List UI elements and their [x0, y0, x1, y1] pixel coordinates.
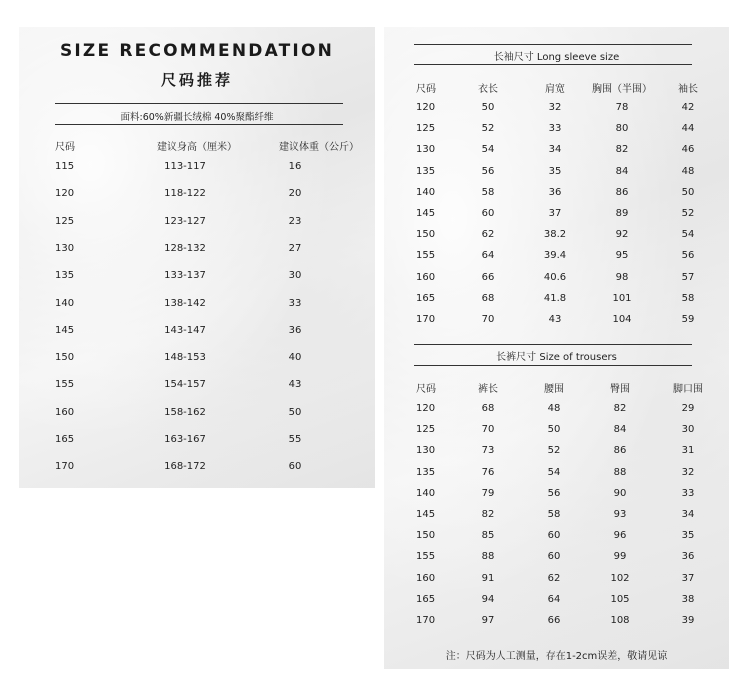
- table-cell: 150: [416, 229, 436, 241]
- table-cell: 48: [547, 403, 561, 414]
- table-cell: 93: [613, 509, 627, 520]
- table-cell: 130: [416, 445, 436, 457]
- table-cell: 68: [481, 403, 495, 414]
- table-cell: 27: [288, 242, 302, 254]
- table-cell: 66: [481, 271, 495, 283]
- table-cell: 98: [615, 271, 629, 283]
- table-row: [384, 594, 729, 608]
- table-cell: 123-127: [164, 215, 206, 227]
- trousers-table: [384, 27, 729, 647]
- table-cell: 33: [288, 297, 302, 309]
- table-cell: 56: [547, 487, 561, 499]
- table-cell: 145: [416, 509, 436, 520]
- header-size: 尺码: [55, 142, 75, 153]
- table-cell: 120: [416, 403, 436, 414]
- table-cell: 34: [681, 509, 695, 520]
- table-cell: 38.2: [543, 229, 567, 241]
- table-cell: 120: [55, 188, 75, 200]
- table-cell: 80: [615, 123, 629, 135]
- table-cell: 30: [681, 424, 695, 436]
- fabric-composition: 面料:60%新疆长绒棉 40%聚酯纤维: [120, 112, 274, 123]
- table-cell: 30: [288, 270, 302, 282]
- table-cell: 170: [55, 461, 75, 473]
- table-row: [384, 551, 729, 565]
- table-cell: 34: [548, 144, 562, 156]
- table-row: [384, 424, 729, 438]
- header-size: 尺码: [416, 384, 436, 395]
- table-cell: 52: [481, 123, 495, 135]
- table-cell: 150: [55, 352, 75, 364]
- table-cell: 86: [615, 186, 629, 198]
- table-cell: 91: [481, 572, 495, 584]
- table-cell: 90: [613, 487, 627, 499]
- table-cell: 20: [288, 188, 302, 200]
- table-cell: 60: [547, 551, 561, 563]
- table-cell: 58: [681, 292, 695, 304]
- table-cell: 52: [547, 445, 561, 457]
- table-cell: 50: [547, 424, 561, 436]
- table-cell: 33: [548, 123, 562, 135]
- table-cell: 50: [288, 406, 302, 418]
- table-cell: 70: [481, 314, 495, 325]
- table-cell: 44: [681, 123, 695, 135]
- table-row: [19, 270, 375, 284]
- table-cell: 35: [548, 165, 562, 177]
- header-size: 尺码: [416, 84, 436, 95]
- table-cell: 165: [416, 593, 436, 605]
- table-cell: 54: [681, 229, 695, 241]
- table-row: [19, 188, 375, 202]
- table-cell: 101: [612, 292, 632, 304]
- table-cell: 150: [416, 530, 436, 542]
- table-cell: 138-142: [164, 297, 206, 309]
- table-cell: 133-137: [164, 270, 206, 282]
- table-row: [19, 216, 375, 230]
- table-header-row: [384, 380, 729, 394]
- table-cell: 55: [288, 434, 302, 445]
- table-cell: 42: [681, 102, 695, 113]
- table-cell: 66: [547, 615, 561, 626]
- table-cell: 37: [548, 208, 562, 219]
- table-cell: 60: [481, 208, 495, 219]
- page-title: SIZE RECOMMENDATION: [59, 41, 335, 61]
- table-cell: 140: [55, 297, 75, 309]
- table-cell: 140: [416, 487, 436, 499]
- table-cell: 125: [416, 123, 436, 135]
- size-chart-panel: [384, 27, 729, 669]
- table-cell: 113-117: [164, 161, 206, 172]
- table-cell: 145: [416, 208, 436, 219]
- table-row: [19, 243, 375, 257]
- table-cell: 170: [416, 314, 436, 325]
- table-cell: 36: [681, 551, 695, 563]
- table-cell: 108: [610, 615, 630, 626]
- table-cell: 48: [681, 165, 695, 177]
- header-length: 衣长: [478, 84, 498, 95]
- header-weight: 建议体重（公斤）: [279, 142, 359, 153]
- header-shoulder: 肩宽: [545, 84, 565, 95]
- header-height: 建议身高（厘米）: [157, 142, 237, 153]
- table-cell: 158-162: [164, 406, 206, 418]
- table-row: [19, 461, 375, 475]
- table-row: [384, 509, 729, 523]
- table-cell: 23: [288, 215, 302, 227]
- table-row: [19, 161, 375, 175]
- table-cell: 135: [416, 165, 436, 177]
- header-chest: 胸围（半围）: [592, 84, 652, 95]
- table-cell: 82: [615, 144, 629, 156]
- table-row: [384, 615, 729, 629]
- table-cell: 79: [481, 487, 495, 499]
- table-cell: 62: [547, 572, 561, 584]
- table-cell: 97: [481, 615, 495, 626]
- table-cell: 130: [55, 242, 75, 254]
- table-row: [384, 467, 729, 481]
- table-cell: 155: [416, 551, 436, 563]
- table-cell: 64: [547, 593, 561, 605]
- table-cell: 36: [548, 186, 562, 198]
- table-cell: 39: [681, 615, 695, 626]
- trousers-title: 长裤尺寸 Size of trousers: [496, 352, 617, 363]
- table-cell: 78: [615, 102, 629, 113]
- table-cell: 128-132: [164, 242, 206, 254]
- table-cell: 165: [416, 292, 436, 304]
- table-cell: 50: [481, 102, 495, 113]
- table-cell: 31: [681, 445, 695, 457]
- table-cell: 170: [416, 615, 436, 626]
- table-cell: 163-167: [164, 434, 206, 445]
- table-cell: 58: [481, 186, 495, 198]
- header-sleeve: 袖长: [678, 84, 698, 95]
- table-cell: 135: [55, 270, 75, 282]
- table-row: [19, 298, 375, 312]
- table-cell: 43: [548, 314, 562, 325]
- table-cell: 38: [681, 593, 695, 605]
- table-cell: 102: [610, 572, 630, 584]
- table-cell: 160: [55, 406, 75, 418]
- table-row: [19, 352, 375, 366]
- table-cell: 43: [288, 379, 302, 391]
- table-row: [384, 530, 729, 544]
- table-cell: 115: [55, 161, 75, 172]
- table-cell: 57: [681, 271, 695, 283]
- table-cell: 104: [612, 314, 632, 325]
- table-cell: 29: [681, 403, 695, 414]
- table-cell: 118-122: [164, 188, 206, 200]
- page-subtitle: 尺码推荐: [160, 71, 233, 89]
- table-cell: 88: [481, 551, 495, 563]
- table-cell: 62: [481, 229, 495, 241]
- table-cell: 50: [681, 186, 695, 198]
- table-cell: 76: [481, 466, 495, 478]
- table-cell: 70: [481, 424, 495, 436]
- table-row: [384, 445, 729, 459]
- table-cell: 148-153: [164, 352, 206, 364]
- table-cell: 41.8: [543, 292, 567, 304]
- table-cell: 120: [416, 102, 436, 113]
- table-cell: 56: [681, 250, 695, 262]
- table-cell: 40: [288, 352, 302, 364]
- table-cell: 58: [547, 509, 561, 520]
- table-cell: 125: [416, 424, 436, 436]
- table-cell: 88: [613, 466, 627, 478]
- table-cell: 33: [681, 487, 695, 499]
- table-cell: 39.4: [543, 250, 567, 262]
- table-row: [384, 403, 729, 417]
- table-cell: 84: [613, 424, 627, 436]
- table-cell: 135: [416, 466, 436, 478]
- table-cell: 85: [481, 530, 495, 542]
- table-cell: 168-172: [164, 461, 206, 473]
- table-cell: 154-157: [164, 379, 206, 391]
- table-cell: 73: [481, 445, 495, 457]
- header-leg-opening: 脚口围: [673, 384, 703, 395]
- header-trouser-length: 裤长: [478, 384, 498, 395]
- table-row: [19, 325, 375, 339]
- table-cell: 155: [55, 379, 75, 391]
- table-cell: 165: [55, 434, 75, 445]
- table-row: [384, 488, 729, 502]
- table-cell: 60: [547, 530, 561, 542]
- table-cell: 35: [681, 530, 695, 542]
- table-cell: 54: [547, 466, 561, 478]
- measurement-note: 注：尺码为人工测量，存在1-2cm误差，敬请见谅: [445, 651, 668, 662]
- table-cell: 32: [681, 466, 695, 478]
- table-cell: 94: [481, 593, 495, 605]
- table-cell: 46: [681, 144, 695, 156]
- table-cell: 56: [481, 165, 495, 177]
- table-cell: 82: [481, 509, 495, 520]
- table-cell: 105: [610, 593, 630, 605]
- table-row: [19, 379, 375, 393]
- size-recommendation-panel: [19, 27, 375, 488]
- header-hip: 臀围: [610, 384, 630, 395]
- table-cell: 96: [613, 530, 627, 542]
- table-cell: 125: [55, 215, 75, 227]
- table-cell: 40.6: [543, 271, 567, 283]
- table-cell: 68: [481, 292, 495, 304]
- header-waist: 腰围: [544, 384, 564, 395]
- table-row: [19, 407, 375, 421]
- table-cell: 36: [288, 324, 302, 336]
- table-cell: 64: [481, 250, 495, 262]
- table-cell: 92: [615, 229, 629, 241]
- table-row: [384, 573, 729, 587]
- table-cell: 86: [613, 445, 627, 457]
- table-cell: 140: [416, 186, 436, 198]
- table-cell: 145: [55, 324, 75, 336]
- table-row: [19, 434, 375, 448]
- table-cell: 32: [548, 102, 562, 113]
- table-header-row: [19, 138, 375, 152]
- table-cell: 52: [681, 208, 695, 219]
- table-cell: 143-147: [164, 324, 206, 336]
- table-cell: 155: [416, 250, 436, 262]
- table-cell: 54: [481, 144, 495, 156]
- table-cell: 37: [681, 572, 695, 584]
- table-cell: 99: [613, 551, 627, 563]
- table-cell: 89: [615, 208, 629, 219]
- recommendation-table: [19, 27, 375, 488]
- table-cell: 130: [416, 144, 436, 156]
- table-cell: 16: [288, 161, 302, 172]
- table-cell: 59: [681, 314, 695, 325]
- table-cell: 160: [416, 572, 436, 584]
- table-cell: 95: [615, 250, 629, 262]
- long-sleeve-title: 长袖尺寸 Long sleeve size: [493, 52, 620, 63]
- table-cell: 160: [416, 271, 436, 283]
- table-cell: 60: [288, 461, 302, 473]
- table-cell: 84: [615, 165, 629, 177]
- table-cell: 82: [613, 403, 627, 414]
